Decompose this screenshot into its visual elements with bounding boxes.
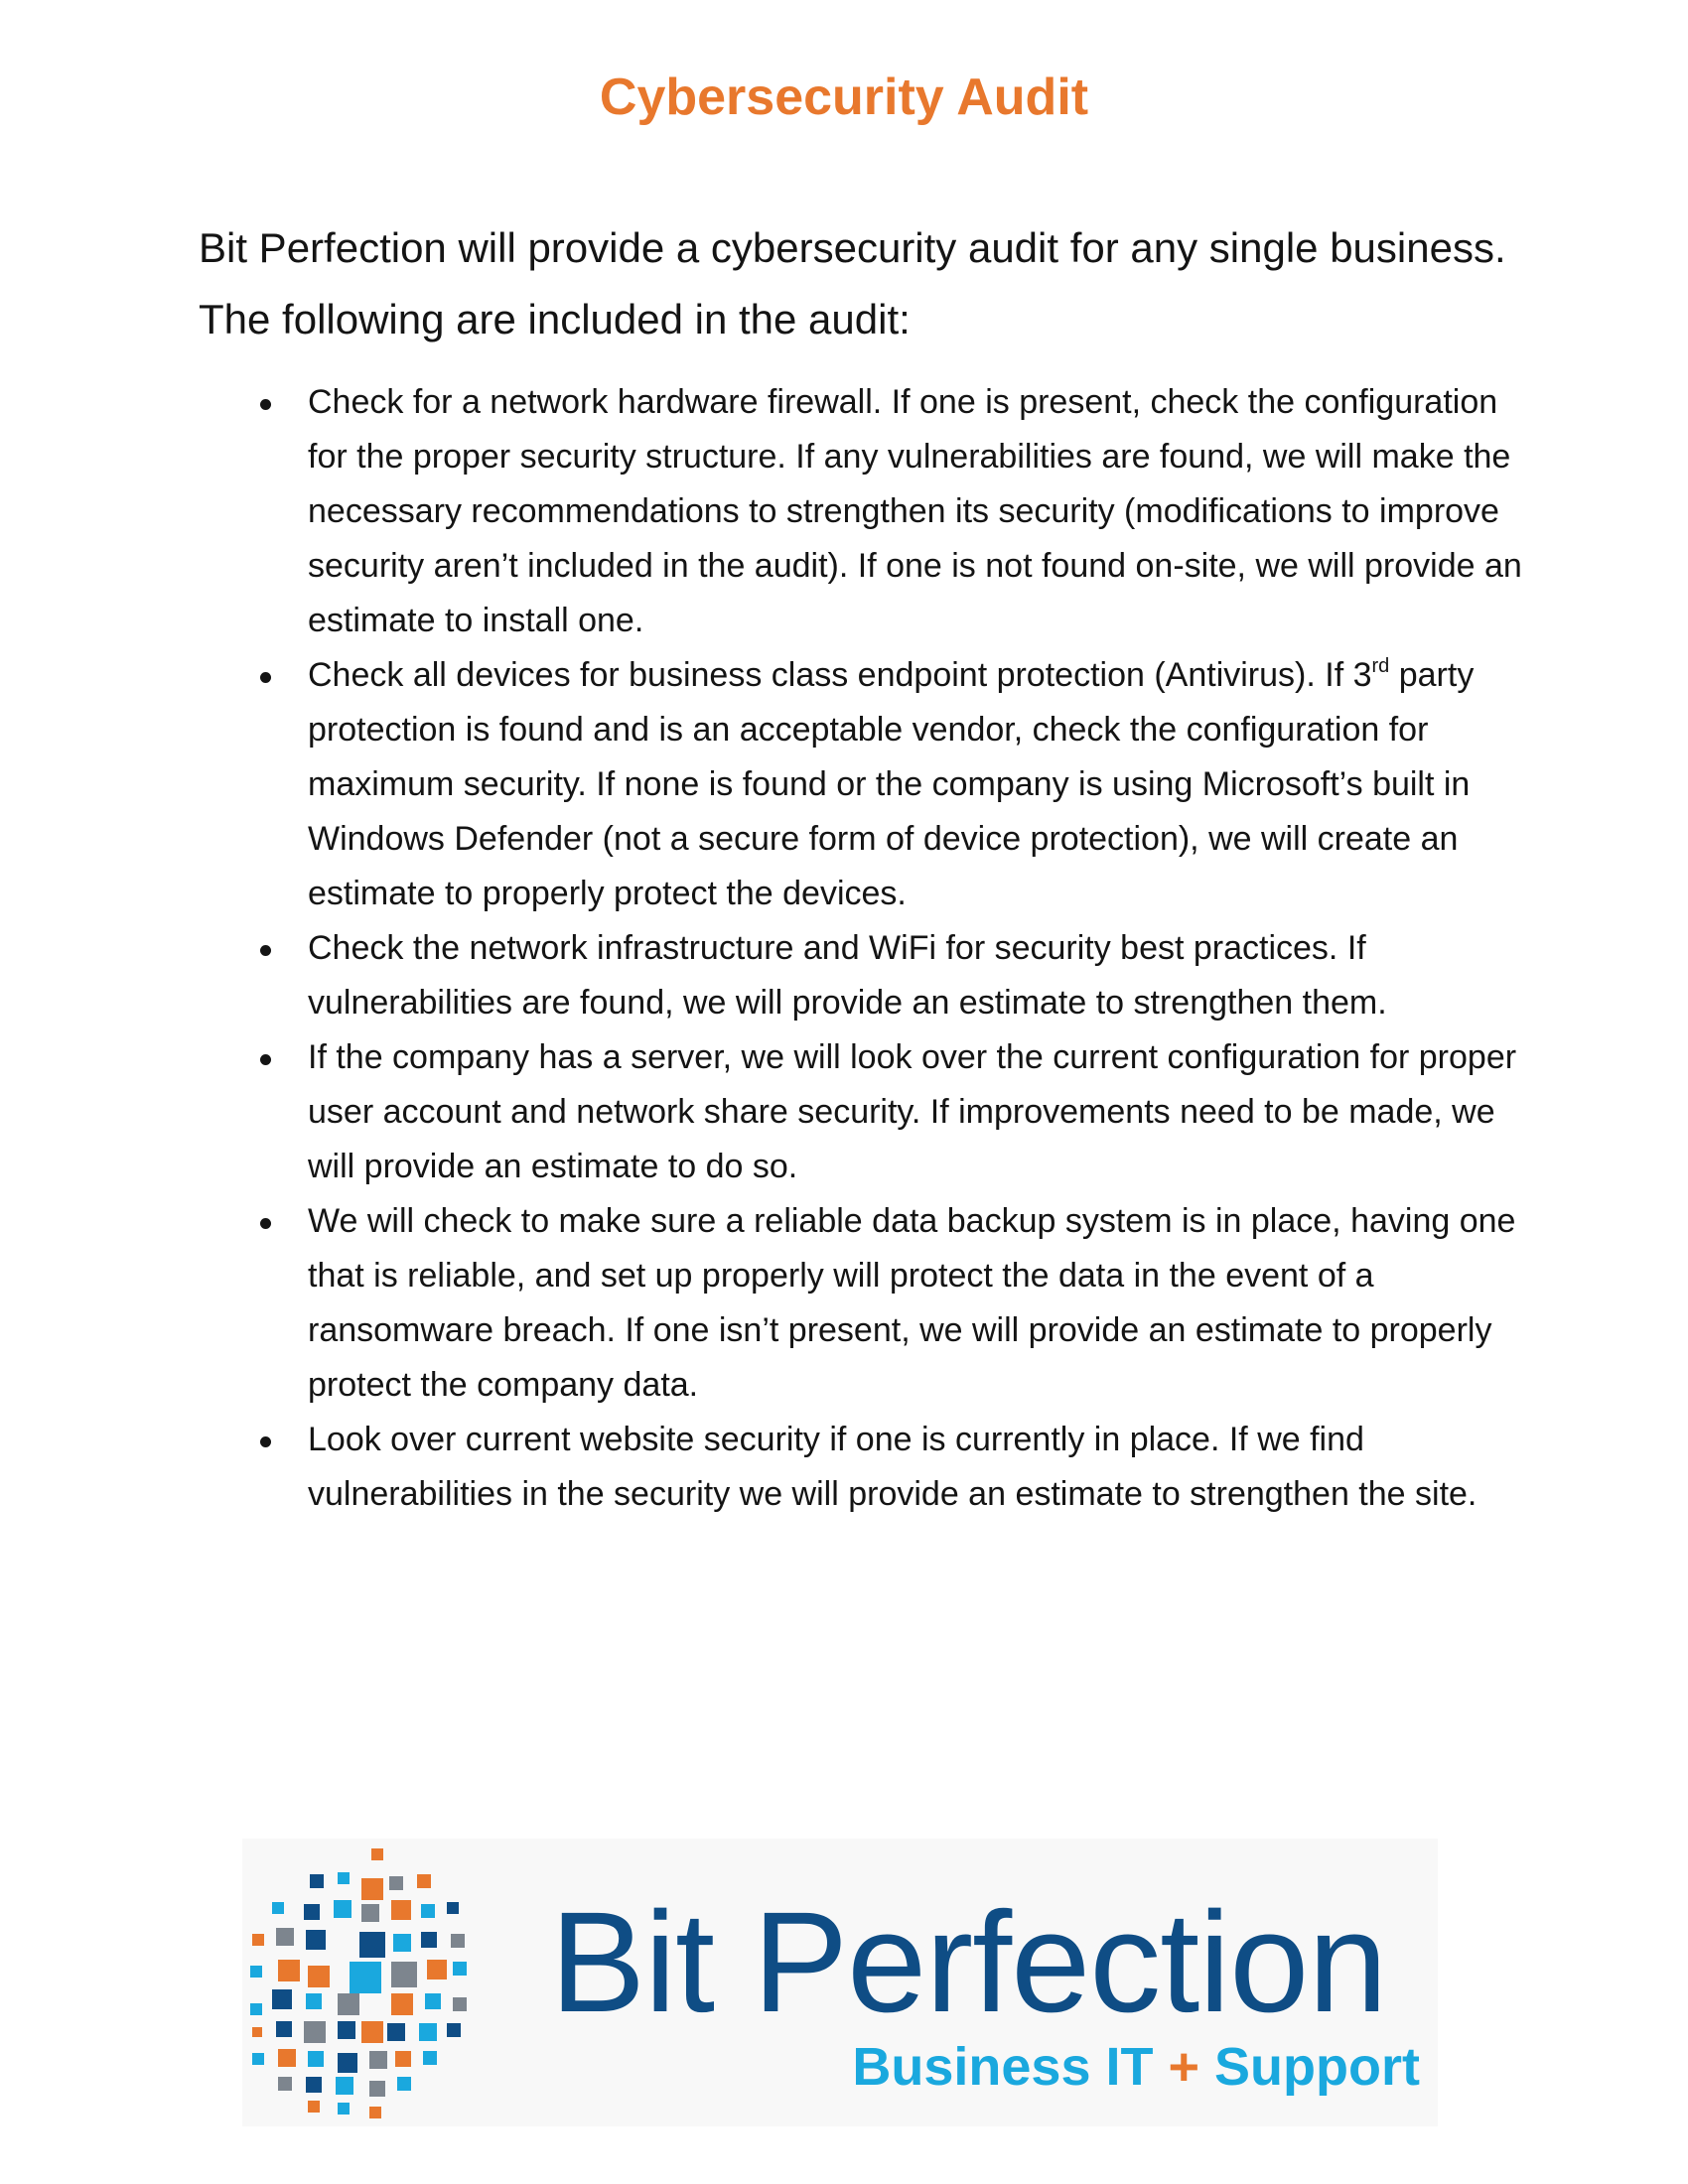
logo-square	[423, 2051, 437, 2065]
tagline-text: Support	[1199, 2037, 1420, 2097]
audit-items-list	[238, 375, 1529, 1522]
logo-square	[417, 1874, 431, 1888]
list-item-text: We will check to make sure a reliable data backup system is in place, having one that is reliable, and set up properly will protect the data in the event of a ransomware breach. If one isn’t present, we will provide an estimate to properly protect the company data.	[308, 1202, 1516, 1404]
company-logo	[242, 1839, 1438, 2126]
logo-square	[338, 1993, 359, 2015]
logo-square	[387, 2023, 405, 2041]
logo-square	[252, 2053, 264, 2065]
logo-square	[361, 1904, 379, 1922]
logo-square	[338, 2053, 357, 2073]
list-item	[238, 1413, 1529, 1522]
logo-square	[371, 1848, 383, 1860]
brand-name: Bit Perfection	[550, 1882, 1387, 2042]
logo-square	[250, 2003, 262, 2015]
logo-square	[252, 1934, 264, 1946]
logo-square	[359, 1932, 385, 1958]
superscript: rd	[1371, 655, 1390, 677]
logo-square	[278, 2077, 292, 2091]
logo-square	[369, 2051, 387, 2069]
list-item	[238, 1194, 1529, 1413]
logo-square	[306, 1993, 322, 2009]
logo-square	[338, 2103, 350, 2115]
bullet-icon	[260, 1054, 271, 1065]
list-item-text	[308, 656, 1474, 912]
logo-square	[419, 2023, 437, 2041]
list-item	[238, 1030, 1529, 1194]
logo-mark-icon	[242, 1839, 520, 2126]
list-item	[238, 648, 1529, 921]
list-item-text: If the company has a server, we will look over the current configuration for proper user account and network share security. If improvements need to be made, we will provide an estimate to do so.	[308, 1038, 1517, 1185]
logo-square	[369, 2107, 381, 2118]
list-item	[238, 921, 1529, 1030]
logo-square	[425, 1993, 441, 2009]
logo-square	[350, 1962, 381, 1993]
list-item	[238, 375, 1529, 648]
logo-square	[397, 2077, 411, 2091]
tagline-plus: +	[1168, 2037, 1200, 2097]
intro-paragraph: Bit Perfection will provide a cybersecurity audit for any single business. The following are included in the audit:	[199, 224, 1506, 342]
logo-square	[361, 1878, 383, 1900]
logo-square	[361, 2021, 383, 2043]
logo-square	[306, 2077, 322, 2093]
bullet-icon	[260, 1218, 271, 1229]
logo-square	[338, 2021, 355, 2039]
logo-square	[278, 1960, 300, 1981]
logo-square	[391, 1962, 417, 1987]
logo-square	[310, 1874, 324, 1888]
logo-square	[304, 2021, 326, 2043]
logo-square	[427, 1960, 447, 1979]
logo-square	[304, 1904, 320, 1920]
logo-square	[276, 2021, 292, 2037]
logo-square	[451, 1934, 465, 1948]
logo-square	[252, 2027, 262, 2037]
logo-square	[336, 2077, 353, 2095]
logo-square	[369, 2081, 385, 2097]
bullet-icon	[260, 1436, 271, 1447]
logo-square	[453, 1997, 467, 2011]
logo-square	[306, 1930, 326, 1950]
list-item-text: Check the network infrastructure and WiFi for security best practices. If vulnerabilities are found, we will provide an estimate to strengthen them.	[308, 929, 1387, 1022]
logo-square	[272, 1902, 284, 1914]
logo-square	[421, 1904, 435, 1918]
logo-square	[250, 1966, 262, 1978]
brand-tagline	[852, 2037, 1420, 2097]
logo-square	[334, 1900, 352, 1918]
bullet-icon	[260, 945, 271, 956]
logo-square	[391, 1993, 413, 2015]
logo-square	[338, 1872, 350, 1884]
logo-square	[391, 1900, 411, 1920]
logo-square	[421, 1932, 437, 1948]
logo-square	[278, 2049, 296, 2067]
logo-square	[308, 2051, 324, 2067]
logo-square	[308, 2101, 320, 2113]
list-item-text-part: Check all devices for business class endpoint protection (Antivirus). If 3	[308, 656, 1372, 694]
bullet-icon	[260, 672, 271, 683]
bullet-icon	[260, 399, 271, 410]
logo-square	[276, 1928, 294, 1946]
list-item-text: Look over current website security if one is currently in place. If we find vulnerabilities in the security we will provide an estimate to strengthen the site.	[308, 1421, 1477, 1513]
logo-square	[447, 2023, 461, 2037]
page-title: Cybersecurity Audit	[599, 68, 1089, 126]
logo-square	[389, 1876, 403, 1890]
logo-square	[308, 1966, 330, 1987]
logo-square	[447, 1902, 459, 1914]
logo-square	[393, 1934, 411, 1952]
tagline-text: Business IT	[852, 2037, 1169, 2097]
list-item-text: Check for a network hardware firewall. If one is present, check the configuration for the proper security structure. If any vulnerabilities are found, we will make the necessary recommendations to strengthen its security (modifications to improve security aren’t included in the audit). If one is not found on-site, we will provide an estimate to install one.	[308, 383, 1522, 639]
list-item-text-part: party protection is found and is an acceptable vendor, check the configuration for maximum security. If none is found or the company is using Microsoft’s built in Windows Defender (not a secure form of device protection), we will create an estimate to properly protect the devices.	[308, 656, 1475, 912]
logo-square	[453, 1962, 467, 1976]
logo-square	[395, 2051, 411, 2067]
logo-square	[272, 1989, 292, 2009]
